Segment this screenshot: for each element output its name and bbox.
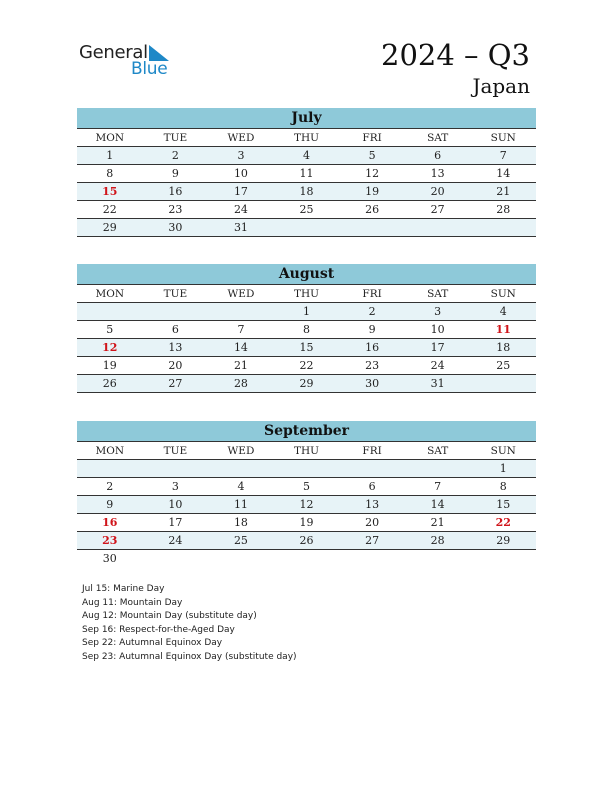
week-row xyxy=(77,339,536,357)
weekday-label: MON xyxy=(95,445,125,457)
day-cell: 31 xyxy=(430,377,445,390)
day-cell: 1 xyxy=(106,149,114,162)
day-cell: 22 xyxy=(299,359,314,372)
week-row xyxy=(77,147,536,165)
day-cell xyxy=(143,303,209,320)
weekday-label: WED xyxy=(227,132,255,144)
day-cell: 7 xyxy=(237,323,245,336)
country-name: Japan xyxy=(472,74,530,98)
day-cell: 19 xyxy=(299,516,314,529)
day-cell: 16 xyxy=(168,185,183,198)
day-cell: 14 xyxy=(496,167,511,180)
day-cell: 18 xyxy=(496,341,511,354)
day-cell: 16 xyxy=(365,341,380,354)
day-cell xyxy=(470,219,536,236)
day-cell: 29 xyxy=(102,221,117,234)
day-cell: 23 xyxy=(102,534,118,547)
day-cell: 3 xyxy=(434,305,442,318)
weekday-label: WED xyxy=(227,288,255,300)
week-row xyxy=(77,532,536,550)
day-cell: 11 xyxy=(299,167,314,180)
day-cell: 13 xyxy=(168,341,183,354)
month-header: September xyxy=(77,421,536,442)
day-cell xyxy=(405,219,471,236)
day-cell: 1 xyxy=(499,462,507,475)
day-cell: 4 xyxy=(303,149,311,162)
weekday-label: SUN xyxy=(490,288,516,300)
day-cell xyxy=(77,303,143,320)
day-cell: 18 xyxy=(233,516,248,529)
day-cell: 13 xyxy=(365,498,380,511)
weekday-label: THU xyxy=(294,288,320,300)
day-cell: 27 xyxy=(168,377,183,390)
day-cell: 4 xyxy=(237,480,245,493)
month-august xyxy=(77,264,536,393)
weekday-label: SUN xyxy=(490,445,516,457)
day-cell xyxy=(405,460,471,477)
day-cell: 17 xyxy=(233,185,248,198)
weekday-label: SAT xyxy=(427,445,449,457)
day-cell: 3 xyxy=(237,149,245,162)
week-row xyxy=(77,219,536,237)
week-row xyxy=(77,321,536,339)
day-cell: 21 xyxy=(430,516,445,529)
day-cell: 7 xyxy=(434,480,442,493)
day-cell: 24 xyxy=(168,534,183,547)
day-cell: 10 xyxy=(168,498,183,511)
day-cell: 9 xyxy=(106,498,114,511)
holiday-note: Jul 15: Marine Day xyxy=(82,584,165,594)
month-header: July xyxy=(77,108,536,129)
week-row xyxy=(77,183,536,201)
weekday-label: TUE xyxy=(163,445,188,457)
day-cell xyxy=(143,460,209,477)
holiday-note: Aug 12: Mountain Day (substitute day) xyxy=(82,611,257,622)
month-header: August xyxy=(77,264,536,285)
day-cell: 12 xyxy=(365,167,380,180)
day-cell: 25 xyxy=(496,359,511,372)
day-cell: 28 xyxy=(496,203,511,216)
weekday-label: WED xyxy=(227,445,255,457)
day-cell: 20 xyxy=(168,359,183,372)
holiday-note: Aug 11: Mountain Day xyxy=(82,597,183,608)
day-cell xyxy=(208,550,274,567)
day-cell: 17 xyxy=(168,516,183,529)
day-cell: 29 xyxy=(496,534,511,547)
day-cell xyxy=(77,460,143,477)
day-cell: 24 xyxy=(430,359,445,372)
day-cell xyxy=(339,550,405,567)
holiday-note: Sep 22: Autumnal Equinox Day xyxy=(82,638,223,649)
day-cell: 19 xyxy=(365,185,380,198)
day-cell: 8 xyxy=(106,167,114,180)
week-row xyxy=(77,303,536,321)
day-cell: 16 xyxy=(102,516,118,529)
day-cell xyxy=(470,550,536,567)
day-cell: 24 xyxy=(233,203,248,216)
day-cell: 15 xyxy=(299,341,314,354)
day-cell: 10 xyxy=(233,167,248,180)
quarter-title: 2024 – Q3 xyxy=(381,38,530,72)
month-july xyxy=(77,108,536,237)
day-cell: 22 xyxy=(102,203,117,216)
day-cell: 2 xyxy=(106,480,114,493)
day-cell: 8 xyxy=(499,480,507,493)
day-cell: 2 xyxy=(171,149,179,162)
week-row xyxy=(77,478,536,496)
day-cell: 1 xyxy=(303,305,311,318)
day-cell: 9 xyxy=(171,167,179,180)
day-cell: 23 xyxy=(168,203,183,216)
day-cell: 26 xyxy=(299,534,314,547)
week-row xyxy=(77,165,536,183)
week-row xyxy=(77,201,536,219)
weekday-label: FRI xyxy=(362,132,382,144)
weekday-label: TUE xyxy=(163,132,188,144)
day-cell xyxy=(208,460,274,477)
holiday-note: Sep 23: Autumnal Equinox Day (substitute day) xyxy=(82,651,297,662)
weekday-label: THU xyxy=(294,132,320,144)
day-cell: 11 xyxy=(495,323,511,336)
day-cell: 29 xyxy=(299,377,314,390)
day-cell: 6 xyxy=(171,323,179,336)
day-cell: 30 xyxy=(102,552,117,565)
day-cell: 17 xyxy=(430,341,445,354)
week-row xyxy=(77,375,536,393)
day-cell xyxy=(274,550,340,567)
generalblue-logo xyxy=(79,42,179,78)
weekday-label: FRI xyxy=(362,288,382,300)
day-cell: 7 xyxy=(499,149,507,162)
weekday-header-row xyxy=(77,285,536,303)
weekday-label: SAT xyxy=(427,288,449,300)
day-cell: 20 xyxy=(430,185,445,198)
day-cell: 26 xyxy=(365,203,380,216)
weekday-label: MON xyxy=(95,288,125,300)
holiday-note: Sep 16: Respect-for-the-Aged Day xyxy=(82,624,235,635)
day-cell: 10 xyxy=(430,323,445,336)
day-cell xyxy=(470,375,536,392)
day-cell: 28 xyxy=(233,377,248,390)
day-cell: 9 xyxy=(368,323,376,336)
day-cell: 5 xyxy=(303,480,311,493)
logo-word-general: General xyxy=(79,42,148,63)
week-row xyxy=(77,550,536,567)
day-cell: 30 xyxy=(365,377,380,390)
week-row xyxy=(77,496,536,514)
day-cell: 15 xyxy=(102,185,118,198)
weekday-label: TUE xyxy=(163,288,188,300)
week-row xyxy=(77,460,536,478)
day-cell xyxy=(208,303,274,320)
day-cell xyxy=(274,219,340,236)
day-cell: 6 xyxy=(434,149,442,162)
day-cell xyxy=(405,550,471,567)
day-cell: 31 xyxy=(233,221,248,234)
day-cell: 2 xyxy=(368,305,376,318)
day-cell: 20 xyxy=(365,516,380,529)
week-row xyxy=(77,357,536,375)
day-cell: 23 xyxy=(365,359,380,372)
month-september xyxy=(77,421,536,567)
day-cell xyxy=(143,550,209,567)
day-cell: 19 xyxy=(102,359,117,372)
weekday-label: THU xyxy=(294,445,320,457)
day-cell: 11 xyxy=(233,498,248,511)
day-cell: 25 xyxy=(299,203,314,216)
weekday-label: FRI xyxy=(362,445,382,457)
day-cell: 8 xyxy=(303,323,311,336)
weekday-header-row xyxy=(77,129,536,147)
day-cell: 3 xyxy=(171,480,179,493)
day-cell: 6 xyxy=(368,480,376,493)
day-cell: 18 xyxy=(299,185,314,198)
logo-word-blue: Blue xyxy=(131,59,168,79)
day-cell: 14 xyxy=(233,341,248,354)
day-cell: 13 xyxy=(430,167,445,180)
day-cell: 21 xyxy=(496,185,511,198)
day-cell xyxy=(339,219,405,236)
week-row xyxy=(77,514,536,532)
day-cell: 22 xyxy=(495,516,511,529)
day-cell: 21 xyxy=(233,359,248,372)
day-cell: 28 xyxy=(430,534,445,547)
day-cell: 4 xyxy=(499,305,507,318)
day-cell xyxy=(274,460,340,477)
day-cell: 15 xyxy=(496,498,511,511)
weekday-header-row xyxy=(77,442,536,460)
weekday-label: MON xyxy=(95,132,125,144)
day-cell: 26 xyxy=(102,377,117,390)
day-cell: 27 xyxy=(430,203,445,216)
day-cell: 5 xyxy=(106,323,114,336)
day-cell: 12 xyxy=(102,341,118,354)
day-cell: 12 xyxy=(299,498,314,511)
day-cell: 25 xyxy=(233,534,248,547)
day-cell: 30 xyxy=(168,221,183,234)
holiday-notes xyxy=(82,583,297,665)
day-cell: 27 xyxy=(365,534,380,547)
day-cell xyxy=(339,460,405,477)
day-cell: 14 xyxy=(430,498,445,511)
weekday-label: SUN xyxy=(490,132,516,144)
weekday-label: SAT xyxy=(427,132,449,144)
day-cell: 5 xyxy=(368,149,376,162)
